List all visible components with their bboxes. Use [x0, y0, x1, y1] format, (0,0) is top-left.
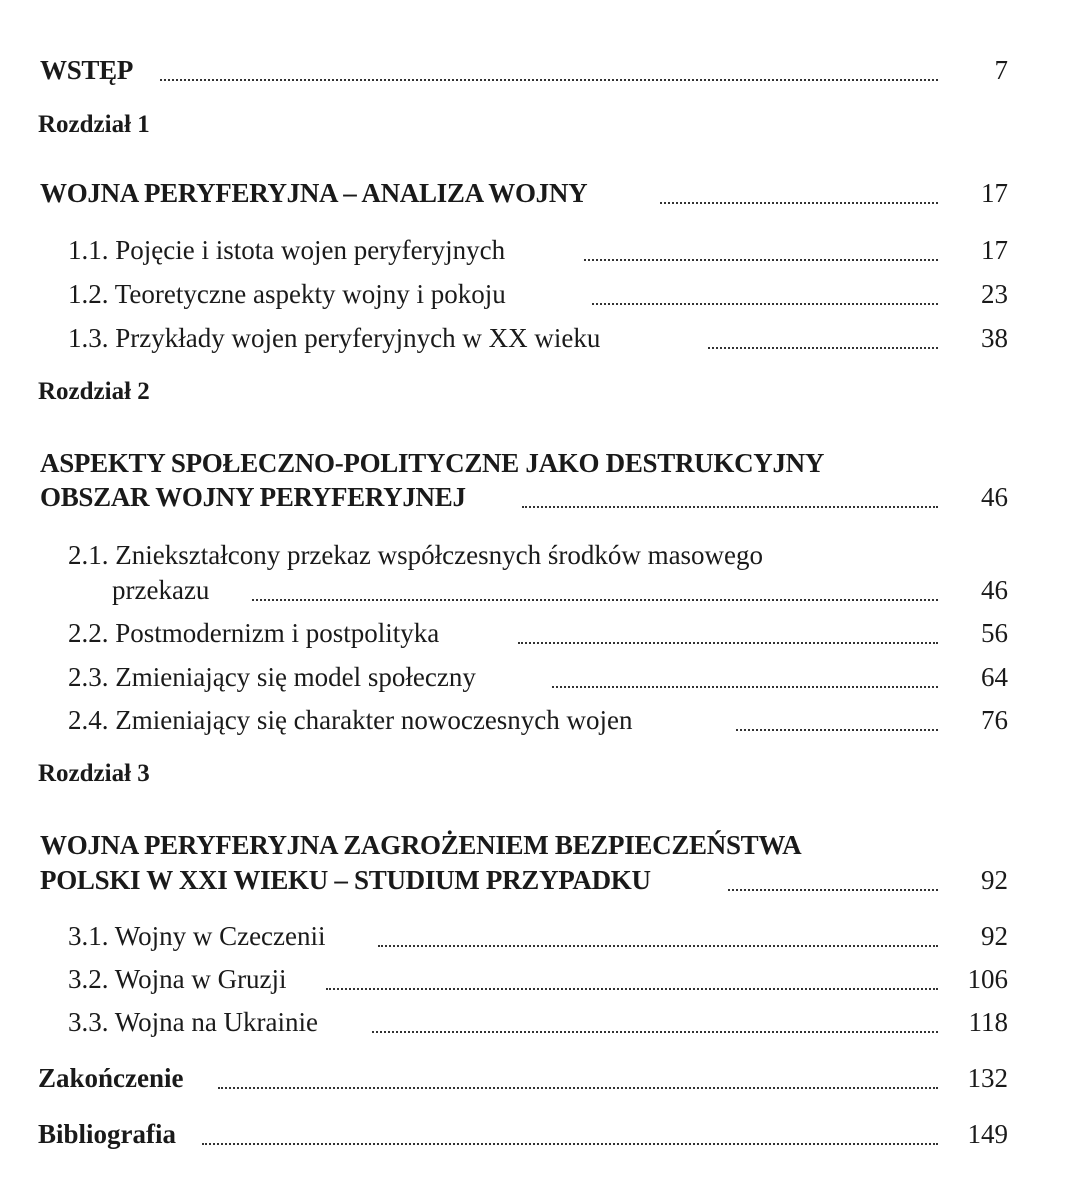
toc-page-number: 46	[981, 575, 1008, 605]
toc-entry-title: Zakończenie	[38, 1063, 184, 1093]
toc-entry-title: 3.1. Wojny w Czeczenii	[68, 921, 326, 951]
leader-dots	[592, 274, 938, 314]
toc-entry-title: WOJNA PERYFERYJNA ZAGROŻENIEM BEZPIECZEŃSTWA	[40, 830, 802, 860]
toc-entry-section[interactable]	[0, 274, 1066, 314]
toc-entry-section[interactable]	[0, 916, 1066, 956]
toc-page-number: 76	[981, 705, 1008, 735]
toc-entry-title: 1.1. Pojęcie i istota wojen peryferyjnych	[68, 235, 506, 265]
toc-entry-section-line-1[interactable]	[0, 535, 1066, 575]
toc-page-number: 56	[981, 618, 1008, 648]
toc-page-number: 118	[968, 1007, 1008, 1037]
toc-entry-title: 2.4. Zmieniający się charakter nowoczesnych wojen	[68, 705, 633, 735]
leader-dots	[202, 1114, 938, 1154]
toc-entry-bibliography[interactable]	[0, 1114, 1066, 1154]
toc-entry-title: POLSKI W XXI WIEKU – STUDIUM PRZYPADKU	[40, 865, 651, 895]
toc-page-number: 92	[981, 921, 1008, 951]
leader-dots	[584, 230, 938, 270]
toc-entry-chapter-2-line-2[interactable]	[0, 477, 1066, 517]
toc-entry-title: Bibliografia	[38, 1119, 177, 1149]
leader-dots	[518, 613, 938, 653]
toc-entry-section[interactable]	[0, 318, 1066, 358]
chapter-label: Rozdział 1	[38, 111, 150, 138]
toc-entry-title: OBSZAR WOJNY PERYFERYJNEJ	[40, 482, 466, 512]
chapter-label: Rozdział 2	[38, 378, 150, 405]
toc-page-number: 23	[981, 279, 1008, 309]
toc-page-number: 7	[994, 55, 1008, 85]
leader-dots	[708, 318, 938, 358]
toc-page-number: 64	[981, 662, 1008, 692]
toc-page-number: 17	[981, 178, 1008, 208]
toc-page-number: 106	[967, 964, 1008, 994]
toc-entry-title: przekazu	[112, 575, 210, 605]
toc-entry-intro[interactable]	[0, 50, 1066, 90]
toc-entry-conclusion[interactable]	[0, 1058, 1066, 1098]
leader-dots	[160, 50, 938, 90]
toc-entry-title: 2.1. Zniekształcony przekaz współczesnych środków masowego	[68, 540, 764, 570]
chapter-label: Rozdział 3	[38, 760, 150, 787]
toc-entry-section[interactable]	[0, 230, 1066, 270]
leader-dots	[736, 700, 938, 740]
leader-dots	[522, 477, 938, 517]
leader-dots	[660, 173, 938, 213]
toc-entry-title: WSTĘP	[40, 55, 134, 85]
toc-page-number: 149	[967, 1119, 1008, 1149]
leader-dots	[252, 570, 938, 610]
toc-entry-title: 2.3. Zmieniający się model społeczny	[68, 662, 476, 692]
leader-dots	[372, 1002, 938, 1042]
toc-entry-chapter-1[interactable]	[0, 173, 1066, 213]
toc-entry-chapter-3-line-1[interactable]	[0, 825, 1066, 865]
toc-entry-section[interactable]	[0, 613, 1066, 653]
toc-entry-title: 1.3. Przykłady wojen peryferyjnych w XX wieku	[68, 323, 601, 353]
toc-entry-chapter-3-line-2[interactable]	[0, 860, 1066, 900]
toc-page-number: 17	[981, 235, 1008, 265]
toc-entry-section-line-2[interactable]	[0, 570, 1066, 610]
leader-dots	[728, 860, 938, 900]
toc-entry-title: ASPEKTY SPOŁECZNO-POLITYCZNE JAKO DESTRUKCYJNY	[40, 448, 825, 478]
leader-dots	[326, 959, 938, 999]
toc-entry-section[interactable]	[0, 657, 1066, 697]
toc-page-number: 38	[981, 323, 1008, 353]
leader-dots	[218, 1058, 938, 1098]
toc-entry-title: 2.2. Postmodernizm i postpolityka	[68, 618, 440, 648]
leader-dots	[552, 657, 938, 697]
toc-page-number: 46	[981, 482, 1008, 512]
toc-entry-title: WOJNA PERYFERYJNA – ANALIZA WOJNY	[40, 178, 588, 208]
toc-entry-title: 3.3. Wojna na Ukrainie	[68, 1007, 319, 1037]
toc-entry-section[interactable]	[0, 959, 1066, 999]
toc-page-number: 132	[967, 1063, 1008, 1093]
toc-entry-title: 3.2. Wojna w Gruzji	[68, 964, 287, 994]
leader-dots	[378, 916, 938, 956]
toc-entry-section[interactable]	[0, 700, 1066, 740]
toc-entry-title: 1.2. Teoretyczne aspekty wojny i pokoju	[68, 279, 506, 309]
toc-entry-section[interactable]	[0, 1002, 1066, 1042]
toc-page-number: 92	[981, 865, 1008, 895]
